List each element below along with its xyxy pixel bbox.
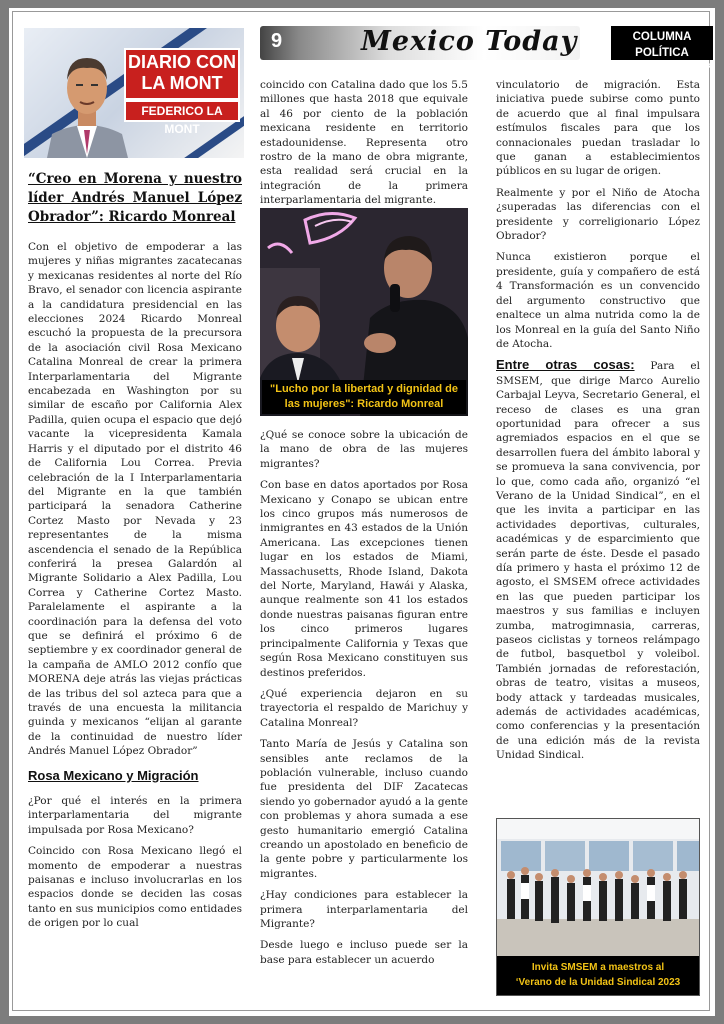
section-lead: Entre otras cosas: xyxy=(496,357,635,373)
photo-smsem-caption-line2: ‘Verano de la Unidad Sindical 2023 xyxy=(515,977,681,988)
column-label-box xyxy=(611,26,713,70)
logo-diario-con-la-mont: DIARIO CON LA MONT xyxy=(124,48,240,100)
issue-date: MARTES 8 DE AGOSTO 2023 xyxy=(613,63,711,70)
article-headline: “Creo en Morena y nuestro líder Andrés Manuel López Obrador”: Ricardo Monreal xyxy=(28,171,242,225)
logo-federico-la-mont: FEDERICO LA MONT xyxy=(124,100,240,122)
paragraph: Para el SMSEM, que dirige Marco Aurelio Carbajal Leyva, Secretario General, el receso de clases es una gran oportunidad para ofrecer a sus agremiados espacios en el que se desarrollen fuera del ámbito laboral y se promueva la sana convivencia, por lo que, como cada año, organizó “el Verano de la Unidad Sindical”, en el que les invita a participar en las actividades deportivas, culturales, académicas y de esparcimiento que serán parte de éste. Desde el pasado día primero y hasta el próximo 12 de agosto, el SMSEM ofrece actividades en las que pueden participar los maestros y sus familias e incluyen zumba, matrogimnasia, carreras, paseos ciclistas y torneos relámpago de futbol, basquetbol y voleibol. También jornadas de reforestación, obras de teatro, visitas a museos, body attack y tardeadas musicales, además de actividades académicas, como conferencias y la presentación de una edición más de la revista Unidad Sindical. xyxy=(496,360,700,762)
column-title: COLUMNA POLÍTICA xyxy=(632,31,692,59)
column-1 xyxy=(28,240,242,938)
paragraph: Con el objetivo de empoderar a las mujeres y niñas migrantes zacatecanas y mexicanas residentes al norte del Río Bravo, el senador con licencia aspirante a la candidatura presidencial en las elecciones 2024 Ricardo Monreal escuchó la propuesta de la precursora de la asociación civil Rosa Mexicano Catalina Monreal de crear la primera Interparlamentaria del Migrante encabezada en Washington por su similar de escaño por California Alex Padilla, quien ocupa el espacio que dejó vacante la vicepresidenta Kamala Harris y el diputado por el distrito 46 de California Lou Correa. Previa celebración de la I Interparlamentaria del Migrante en la que también participará la senadora Catherine Cortez Masto por Nevada y 23 representantes de la misma ascendencia el senado de la República conferirá la presea Galardón al Migrante Solidario a Alex Padilla, Lou Correa y Catherine Cortez Masto. Paralelamente el aspirante a la coordinación para la defensa del voto que se definirá el próximo 6 de septiembre y ex coordinador general de la campaña de AMLO 2012 confío que MORENA deje atrás las viejas prácticas de las tribus del sol azteca para que a través de una encuesta la militancia guinda y mexicanos “elijan al garante de la continuidad de nuestro líder Andrés Manuel López Obrador” xyxy=(28,241,242,758)
newspaper-page xyxy=(9,8,715,1016)
paragraph: ¿Por qué el interés en la primera interparlamentaria del migrante impulsada por Rosa Mexicano? xyxy=(28,795,242,836)
photo-monreal-caption: "Lucho por la libertad y dignidad de las mujeres": Ricardo Monreal xyxy=(262,380,466,414)
paragraph: ¿Qué experiencia dejaron en su trayectoria el respaldo de Marichuy y Catalina Monreal? xyxy=(260,687,468,729)
column-3 xyxy=(496,78,700,770)
paragraph: Tanto María de Jesús y Catalina son sensibles ante reclamos de la población vulnerable, incluso cuando fue presidenta del DIF Zacatecas siendo yo gobernador ayudó a la gente con problemas y ahora sumada a ese gesto humanitario emergió Catalina creando un apostolado en beneficio de la gente pobre y particularmente los migrantes. xyxy=(260,738,468,880)
paragraph: Desde luego e incluso puede ser la base para establecer un acuerdo xyxy=(260,939,468,966)
photo-smsem-caption xyxy=(497,956,699,995)
columnist-portrait xyxy=(42,46,132,158)
paragraph: vinculatorio de migración. Esta iniciativa puede subirse como punto de acuerdo que al final impulsara estímulos fiscales para que los connacionales puedan trasladar lo que ganan a establecimientos públicos en su lugar de origen. xyxy=(496,79,700,178)
paragraph: Coincido con Rosa Mexicano llegó el momento de empoderar a nuestras paisanas e incluso involucrarlas en los espacios donde se deciden las cosas tanto en sus municipios como entidades de origen por lo cual xyxy=(28,845,242,930)
column-2-bottom xyxy=(260,428,468,974)
paragraph: Realmente y por el Niño de Atocha ¿superadas las diferencias con el presidente y correligionario López Obrador? xyxy=(496,186,700,243)
column-banner xyxy=(24,28,244,158)
section-subtitle: Rosa Mexicano y Migración xyxy=(28,767,199,783)
publication-title: Mexico Today xyxy=(361,26,578,57)
paragraph: coincido con Catalina dado que los 5.5 millones que hasta 2018 que equivale al 46 por ciento de la población mexicana residente en territorio estadounidense. Representa otro rostro de la mano de obra migrante, esta realidad será crucial en la integración de la primera interparlamentaria del migrante. xyxy=(260,79,468,207)
page-number: 9 xyxy=(271,30,283,52)
photo-smsem-caption-line1: Invita SMSEM a maestros al xyxy=(531,962,665,973)
paragraph: ¿Qué se conoce sobre la ubicación de la mano de obra de las mujeres migrantes? xyxy=(260,429,468,470)
paragraph: Con base en datos aportados por Rosa Mexicano y Conapo se ubican entre los cinco grupos más numerosos de inmigrantes en 43 estados de la Unión Americana. Las excepciones tienen lugar en los estados de Miami, Massachusetts, Rhode Island, Dakota del Norte, Maryland, Hawái y Alaska, aunque realmente son 41 los estados donde nuestras paisanas figuran entre los cinco primeros lugares principalmente California y Texas que según Rosa Mexicano constituyen sus destinos preferidos. xyxy=(260,479,468,679)
paragraph: Nunca existieron porque el presidente, guía y compañero de está 4 Transformación es un convencido del argumento constructivo que enaltece un alma nutrida como la de los Monreal en la guía del Santo Niño de Atocha. xyxy=(496,251,700,350)
column-2-top xyxy=(260,78,468,215)
paragraph: ¿Hay condiciones para establecer la primera interparlamentaria del Migrante? xyxy=(260,889,468,930)
